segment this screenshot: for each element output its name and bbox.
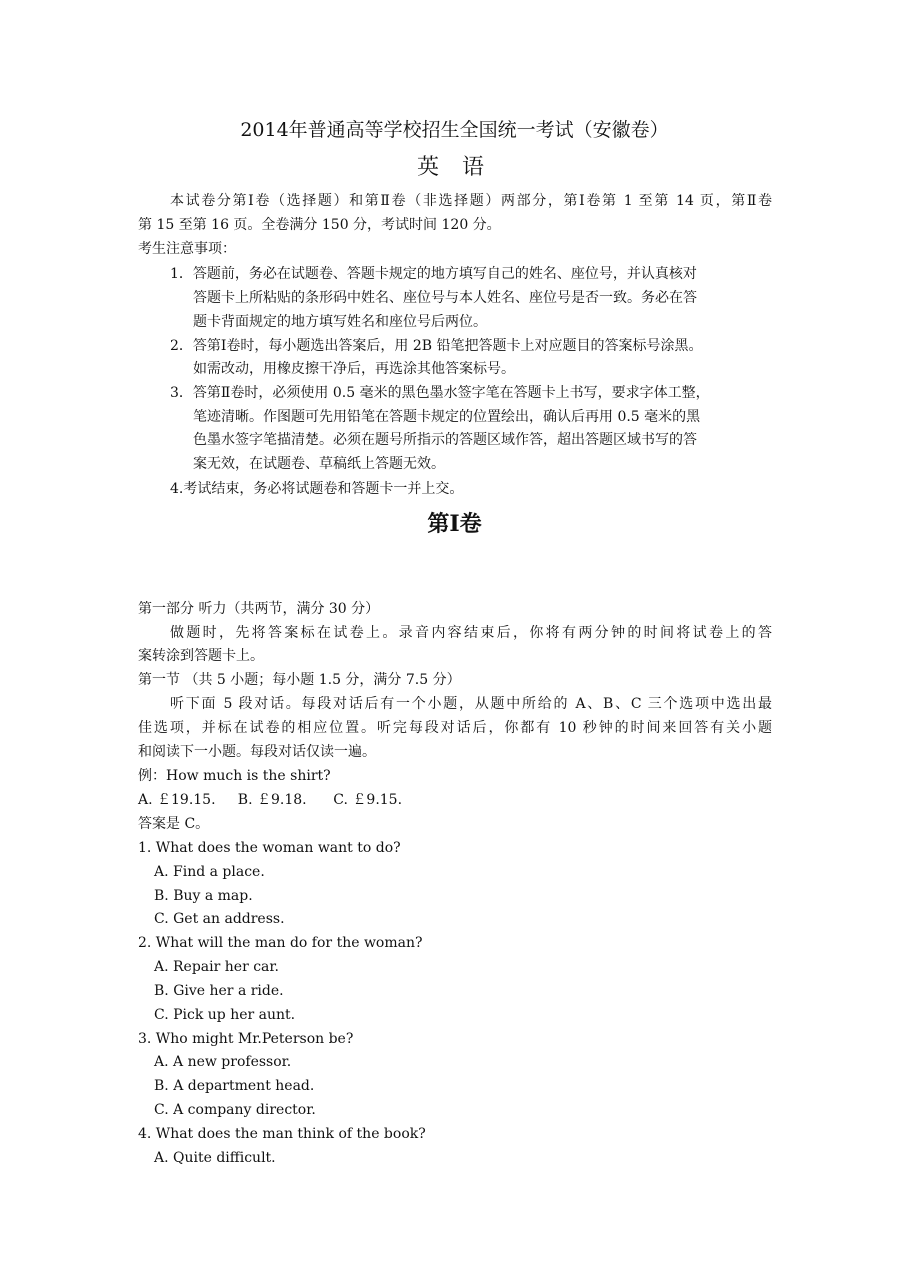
part1-instr-line-1: 做题时，先将答案标在试卷上。录音内容结束后，你将有两分钟的时间将试卷上的答 xyxy=(170,625,772,641)
subject-title: 英 语 xyxy=(417,155,492,180)
notice-3-line-1: 3．答第Ⅱ卷时，必须使用 0.5 毫米的黑色墨水签字笔在答题卡上书写，要求字体工整， xyxy=(170,385,710,401)
intro-line-1: 本试卷分第Ⅰ卷（选择题）和第Ⅱ卷（非选择题）两部分，第Ⅰ卷第 1 至第 14 页，第Ⅱ卷 xyxy=(170,193,772,209)
question-1-option-b: B. Buy a map. xyxy=(154,888,253,904)
section1-line-2: 佳选项，并标在试卷的相应位置。听完每段对话后，你都有 10 秒钟的时间来回答有关小题 xyxy=(138,720,772,736)
question-3-option-a: A. A new professor. xyxy=(154,1054,292,1070)
example-answer: 答案是 C。 xyxy=(138,816,210,832)
notice-1-line-2: 答题卡上所粘贴的条形码中姓名、座位号与本人姓名、座位号是否一致。务必在答 xyxy=(193,290,697,306)
section-title: 第Ⅰ卷 xyxy=(427,511,482,537)
question-1-option-c: C. Get an address. xyxy=(154,911,285,927)
section1-line-1: 听下面 5 段对话。每段对话后有一个小题，从题中所给的 A、B、C 三个选项中选出最 xyxy=(170,696,772,712)
notice-1-line-3: 题卡背面规定的地方填写姓名和座位号后两位。 xyxy=(193,314,487,330)
question-4: 4. What does the man think of the book? xyxy=(138,1126,426,1142)
question-1: 1. What does the woman want to do? xyxy=(138,840,401,856)
example-question: 例：How much is the shirt? xyxy=(138,768,331,784)
notice-heading: 考生注意事项： xyxy=(138,241,236,257)
section1-heading: 第一节 （共 5 小题；每小题 1.5 分，满分 7.5 分） xyxy=(138,672,461,688)
question-2: 2. What will the man do for the woman? xyxy=(138,935,423,951)
question-2-option-c: C. Pick up her aunt. xyxy=(154,1007,296,1023)
exam-title: 2014年普通高等学校招生全国统一考试（安徽卷） xyxy=(240,119,669,141)
question-3-option-c: C. A company director. xyxy=(154,1102,316,1118)
section1-line-3: 和阅读下一小题。每段对话仅读一遍。 xyxy=(138,744,376,760)
part1-instr-line-2: 案转涂到答题卡上。 xyxy=(138,648,264,664)
notice-3-line-4: 案无效，在试题卷、草稿纸上答题无效。 xyxy=(193,456,445,472)
notice-3-line-3: 色墨水签字笔描清楚。必须在题号所指示的答题区域作答，超出答题区域书写的答 xyxy=(193,432,697,448)
notice-2-line-1: 2．答第Ⅰ卷时，每小题选出答案后，用 2B 铅笔把答题卡上对应题目的答案标号涂黑。 xyxy=(170,338,703,354)
part1-heading: 第一部分 听力（共两节，满分 30 分） xyxy=(138,601,380,617)
question-4-option-a: A. Quite difficult. xyxy=(154,1150,276,1166)
notice-2-line-2: 如需改动，用橡皮擦干净后，再选涂其他答案标号。 xyxy=(193,361,515,377)
intro-line-2: 第 15 至第 16 页。全卷满分 150 分，考试时间 120 分。 xyxy=(138,217,501,233)
question-2-option-b: B. Give her a ride. xyxy=(154,983,284,999)
notice-1-line-1: 1．答题前，务必在试题卷、答题卡规定的地方填写自己的姓名、座位号，并认真核对 xyxy=(170,266,697,282)
notice-3-line-2: 笔迹清晰。作图题可先用铅笔在答题卡规定的位置绘出，确认后再用 0.5 毫米的黑 xyxy=(193,409,701,425)
question-2-option-a: A. Repair her car. xyxy=(154,959,280,975)
question-3-option-b: B. A department head. xyxy=(154,1078,315,1094)
question-1-option-a: A. Find a place. xyxy=(154,864,265,880)
example-options: A. ￡19.15. B. ￡9.18. C. ￡9.15. xyxy=(138,792,403,808)
notice-4: 4.考试结束，务必将试题卷和答题卡一并上交。 xyxy=(170,481,464,497)
question-3: 3. Who might Mr.Peterson be? xyxy=(138,1031,354,1047)
